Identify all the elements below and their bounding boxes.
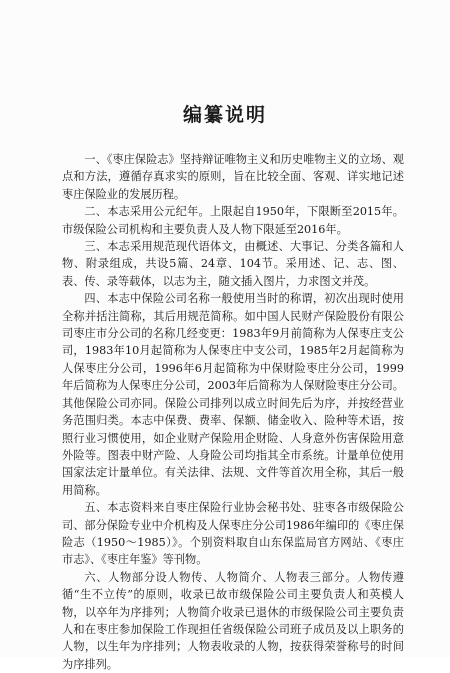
paragraph-4: 四、本志中保险公司名称一般使用当时的称谓，初次出现时使用全称并括注简称，其后用规范简称。如中国人民财产保险股份有限公司枣庄市分公司的名称几经变更：1983年9月前简称为人保枣庄支公司，1983年10月起简称为人保枣庄中支公司，1985年2月起简称为人保枣庄分公司，1996年6月起简称为中保财险枣庄分公司，1999年后简称为人保枣庄分公司，2003年后简称为人保财险枣庄分公司。其他保险公司亦同。保险公司排列以成立时间先后为序，并按经营业务范围归类。本志中保费、费率、保额、储金收入、险种等术语，按照行业习惯使用，如企业财产保险用企财险、人身意外伤害保险用意外险等。图表中财产险、人身险公司均指其全市系统。计量单位使用国家法定计量单位。有关法律、法规、文件等首次用全称，其后一般用简称。 [62,292,404,497]
paragraph-2: 二、本志采用公元纪年。上限起自1950年，下限断至2015年。市级保险公司机构和主要负责人及人物下限延至2016年。 [62,205,404,236]
paragraph-6: 六、人物部分设人物传、人物简介、人物表三部分。人物传遵循“生不立传”的原则，收录已故市级保险公司主要负责人和英模人物，以卒年为序排列；人物简介收录已退休的市级保险公司主要负责人和在枣庄参加保险工作现担任省级保险公司班子成员及以上职务的人物，以生年为序排列；人物表收录的人物，按获得荣誉称号的时间为序排列。 [62,570,404,671]
page-title: 编纂说明 [182,104,267,126]
paragraph-5: 五、本志资料来自枣庄保险行业协会秘书处、驻枣各市级保险公司、部分保险专业中介机构及人保枣庄分公司1986年编印的《枣庄保险志（1950～1985）》。个别资料取自山东保监局官方网站、《枣庄市志》、《枣庄年鉴》等刊物。 [62,501,404,567]
paragraph-1: 一、《枣庄保险志》坚持辩证唯物主义和历史唯物主义的立场、观点和方法，遵循存真求实的原则，旨在比较全面、客观、详实地记述枣庄保险业的发展历程。 [62,153,404,201]
paragraph-3: 三、本志采用规范现代语体文，由概述、大事记、分类各篇和人物、附录组成，共设5篇、24章、104节。采用述、记、志、图、表、传、录等载体，以志为主，随文插入图片，力求图文并茂。 [62,240,404,288]
document-body [62,151,404,673]
